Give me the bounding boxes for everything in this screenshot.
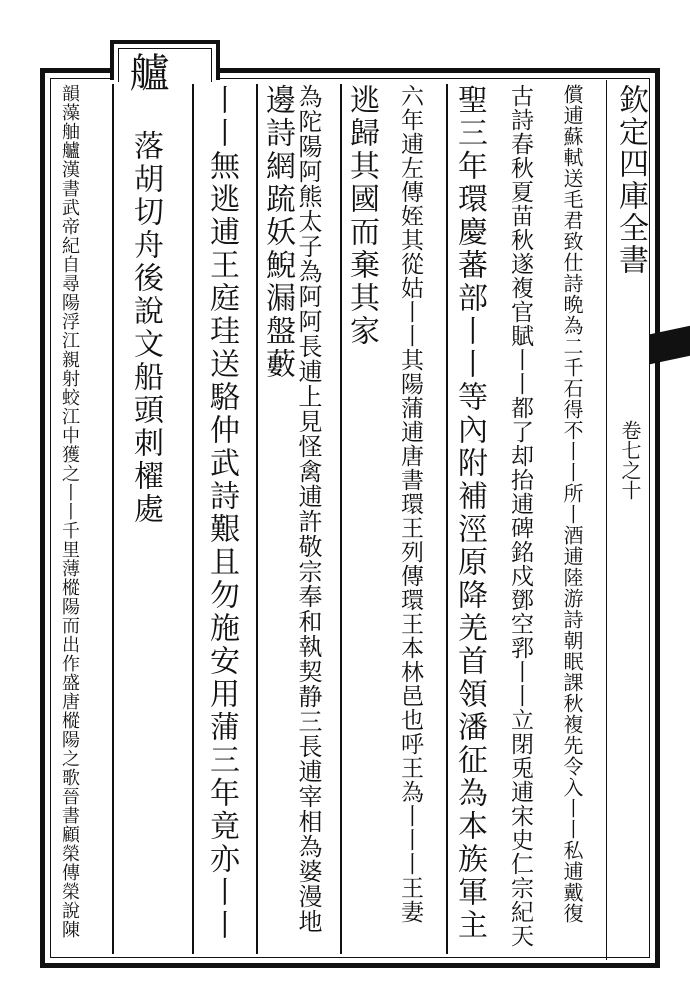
- text-column-2: 古詩春秋夏苗秋遂複官賦丨丨都了却抬逋碑銘戍鄧空郛丨丨立閉兎逋宋史仁宗紀天: [507, 84, 533, 948]
- column-rule: [446, 84, 448, 954]
- text-column-7: 邊詩網䟽妖鯢漏盤藪: [260, 84, 295, 381]
- text-column-3: 聖三年環慶蕃部丨丨等內附補涇原降羌首領潘征為本族軍主: [452, 84, 487, 942]
- text-column-10: 韻藻舳艫漢書武帝紀自尋陽浮江親射蛟江中獲之丨丨千里薄樅陽而出作盛唐樅陽之歌晉書顧榮傳榮說陳: [59, 84, 80, 939]
- text-column-6: 為陀陽阿熊太子為阿阿長逋上見怪禽逋許敬宗奉和執契静三長逋宰相為婆漫地: [294, 84, 322, 934]
- text-column-5: 逃歸其國而棄其家: [344, 84, 379, 348]
- volume-label: 卷七之十: [618, 420, 642, 500]
- column-rule: [112, 84, 114, 954]
- text-column-8: 丨丨無逃逋王庭珪送駱仲武詩艱且勿施安用蒲三年竟亦丨丨: [204, 84, 239, 942]
- text-column-1: 償逋蘇軾送毛君致仕詩晩為二千石得不丨丨所丨酒逋陸游詩朝眠課秋複先令入丨丨私逋戴復: [560, 84, 584, 924]
- text-column-4: 六年逋左傳姪其從姑丨丨其陽蒲逋唐書環王列傳環王本林邑也呼王為丨丨丨王妻: [397, 84, 423, 924]
- book-title: 欽定四庫全書: [613, 84, 648, 276]
- column-rule: [256, 84, 258, 954]
- text-column-9: 落胡切舟後說文船頭刺櫂處: [128, 130, 163, 526]
- column-rule: [192, 84, 194, 954]
- heading-character: 艫: [123, 52, 169, 92]
- column-rule: [340, 84, 342, 954]
